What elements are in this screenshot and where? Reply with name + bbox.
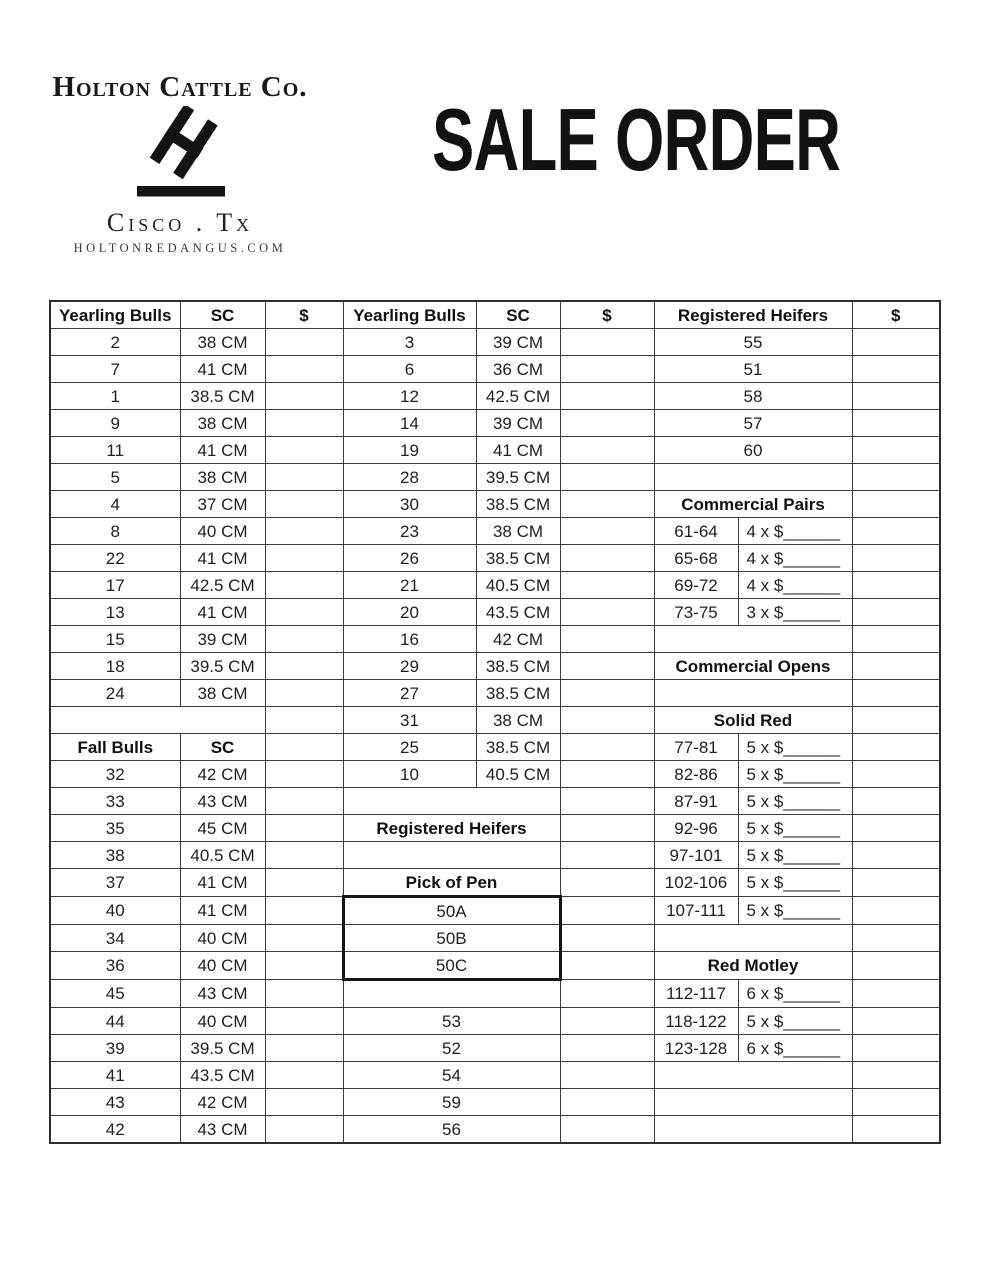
table-cell: 43.5 CM [476,599,560,626]
table-row [50,842,940,869]
table-cell: 57 [654,410,852,437]
table-cell [654,1116,852,1144]
table-cell [560,572,654,599]
table-cell [560,980,654,1008]
table-row [50,464,940,491]
table-cell: 37 [50,869,180,897]
table-cell: 1 [50,383,180,410]
table-cell: 5 x $______ [738,788,852,815]
column-header: SC [180,301,265,329]
table-cell [560,842,654,869]
table-cell: 45 [50,980,180,1008]
table-cell: 107-111 [654,897,738,925]
table-cell: 59 [343,1089,560,1116]
table-cell: 54 [343,1062,560,1089]
table-row [50,545,940,572]
table-cell: 34 [50,925,180,952]
table-cell: 15 [50,626,180,653]
table-cell: 28 [343,464,476,491]
table-cell [265,329,343,356]
table-cell: 3 x $______ [738,599,852,626]
table-cell [265,952,343,980]
table-cell [654,925,852,952]
table-cell: 39.5 CM [180,1035,265,1062]
table-cell [265,572,343,599]
table-cell [852,653,940,680]
table-row [50,1062,940,1089]
table-cell [560,545,654,572]
table-row [50,653,940,680]
table-cell: 87-91 [654,788,738,815]
table-cell: 42.5 CM [476,383,560,410]
table-cell: 13 [50,599,180,626]
table-cell: 29 [343,653,476,680]
table-row [50,788,940,815]
table-cell: 5 [50,464,180,491]
table-row [50,383,940,410]
table-cell [265,925,343,952]
table-cell [852,925,940,952]
table-cell: 35 [50,815,180,842]
table-cell [265,842,343,869]
table-cell: 26 [343,545,476,572]
table-cell: 52 [343,1035,560,1062]
table-cell: 55 [654,329,852,356]
table-cell: 39.5 CM [476,464,560,491]
table-cell: 16 [343,626,476,653]
table-row [50,897,940,925]
table-cell: 4 x $______ [738,518,852,545]
table-cell: 38 CM [476,518,560,545]
table-cell [560,788,654,815]
table-cell: 44 [50,1008,180,1035]
table-row [50,707,940,734]
table-cell: 4 x $______ [738,572,852,599]
section-header: Commercial Pairs [654,491,852,518]
table-cell: 82-86 [654,761,738,788]
table-row [50,925,940,952]
table-cell: 25 [343,734,476,761]
table-cell: 73-75 [654,599,738,626]
table-cell: 2 [50,329,180,356]
table-cell: 40.5 CM [476,572,560,599]
table-row [50,761,940,788]
table-cell: 69-72 [654,572,738,599]
table-cell: 38.5 CM [476,545,560,572]
table-cell [265,1008,343,1035]
table-cell [852,329,940,356]
table-cell [852,1089,940,1116]
table-cell [265,599,343,626]
table-cell [852,572,940,599]
table-cell [852,545,940,572]
table-cell: 41 CM [476,437,560,464]
table-cell [560,897,654,925]
table-cell [265,383,343,410]
table-cell: 38 CM [476,707,560,734]
table-cell [560,869,654,897]
table-row [50,518,940,545]
table-cell [852,1116,940,1144]
table-cell: 40.5 CM [180,842,265,869]
table-cell [560,952,654,980]
table-cell: 6 x $______ [738,1035,852,1062]
table-cell [265,1116,343,1144]
logo [46,72,314,256]
table-cell [560,925,654,952]
table-cell: 53 [343,1008,560,1035]
table-cell: 60 [654,437,852,464]
table-cell: 41 CM [180,897,265,925]
table-cell [265,788,343,815]
table-cell: 37 CM [180,491,265,518]
table-cell: 5 x $______ [738,869,852,897]
table-cell [265,1089,343,1116]
table-row [50,1089,940,1116]
section-header: Registered Heifers [343,815,560,842]
table-cell: 39.5 CM [180,653,265,680]
table-cell: 32 [50,761,180,788]
table-cell: 38 CM [180,410,265,437]
table-cell: 20 [343,599,476,626]
table-cell: 12 [343,383,476,410]
table-row [50,1008,940,1035]
table-cell: 41 CM [180,599,265,626]
table-cell: 24 [50,680,180,707]
table-cell: 38 [50,842,180,869]
table-cell [852,599,940,626]
table-cell [560,1035,654,1062]
column-header: Yearling Bulls [50,301,180,329]
section-header: Fall Bulls [50,734,180,761]
table-cell: 7 [50,356,180,383]
table-cell: 4 [50,491,180,518]
column-header: Yearling Bulls [343,301,476,329]
table-cell [654,626,852,653]
table-cell: 43 CM [180,980,265,1008]
table-cell [852,464,940,491]
column-header: $ [560,301,654,329]
table-cell: 33 [50,788,180,815]
section-header: Pick of Pen [343,869,560,897]
table-cell [265,410,343,437]
table-cell: 5 x $______ [738,1008,852,1035]
table-cell: 39 [50,1035,180,1062]
table-cell: 38 CM [180,464,265,491]
table-cell: 38.5 CM [476,680,560,707]
table-cell [265,653,343,680]
table-cell [265,545,343,572]
table-cell [852,952,940,980]
table-row [50,356,940,383]
table-cell: 50A [343,897,560,925]
table-cell [852,383,940,410]
table-cell: 42 CM [180,1089,265,1116]
column-header: $ [852,301,940,329]
table-cell: 38 CM [180,680,265,707]
table-cell: 19 [343,437,476,464]
table-cell: 92-96 [654,815,738,842]
table-cell [265,1062,343,1089]
table-row [50,437,940,464]
table-cell [654,1089,852,1116]
table-row [50,599,940,626]
table-cell [560,518,654,545]
table-cell: 42 [50,1116,180,1144]
table-cell: 41 CM [180,869,265,897]
table-cell: 27 [343,680,476,707]
table-cell [265,1035,343,1062]
table-row [50,410,940,437]
table-cell: 17 [50,572,180,599]
table-cell: 50C [343,952,560,980]
table-body [50,301,940,1143]
table-cell: 50B [343,925,560,952]
table-cell [265,869,343,897]
table-cell [560,383,654,410]
table-cell [265,356,343,383]
table-cell: 97-101 [654,842,738,869]
table-cell: 6 x $______ [738,980,852,1008]
table-cell [654,680,852,707]
table-cell: 40 CM [180,1008,265,1035]
table-row [50,626,940,653]
table-cell [852,437,940,464]
table-cell [852,897,940,925]
table-cell [560,815,654,842]
table-cell: 40 CM [180,925,265,952]
table-row [50,680,940,707]
table-cell [560,707,654,734]
table-cell: 8 [50,518,180,545]
table-cell [265,815,343,842]
table-cell [343,842,560,869]
table-cell [560,1062,654,1089]
table-row [50,734,940,761]
table-cell [560,761,654,788]
table-row [50,869,940,897]
table-cell: 112-117 [654,980,738,1008]
table-cell: 42 CM [180,761,265,788]
table-cell: 30 [343,491,476,518]
table-cell: 5 x $______ [738,815,852,842]
table-cell [265,680,343,707]
table-cell [265,626,343,653]
website-text: HOLTONREDANGUS.COM [73,241,287,256]
table-cell: 45 CM [180,815,265,842]
column-header: SC [476,301,560,329]
table-cell: 18 [50,653,180,680]
section-header: SC [180,734,265,761]
table-cell: 31 [343,707,476,734]
table-row [50,1116,940,1144]
table-row [50,329,940,356]
table-cell [560,626,654,653]
section-header: Red Motley [654,952,852,980]
table-cell [852,815,940,842]
table-cell [560,437,654,464]
table-cell: 43 CM [180,788,265,815]
table-cell [560,464,654,491]
table-cell: 41 CM [180,437,265,464]
table-cell: 3 [343,329,476,356]
table-cell [560,599,654,626]
table-cell [560,680,654,707]
table-cell [560,653,654,680]
column-header: $ [265,301,343,329]
table-cell [654,464,852,491]
table-row [50,572,940,599]
table-cell [852,1008,940,1035]
table-cell: 6 [343,356,476,383]
table-cell [265,518,343,545]
table-cell: 40 CM [180,952,265,980]
table-cell [560,356,654,383]
table-cell: 9 [50,410,180,437]
table-cell: 65-68 [654,545,738,572]
table-cell [852,1035,940,1062]
table-cell [852,491,940,518]
table-cell: 4 x $______ [738,545,852,572]
table-row [50,491,940,518]
table-cell [265,897,343,925]
table-cell [560,491,654,518]
table-cell: 41 [50,1062,180,1089]
table-cell [265,464,343,491]
table-cell: 38.5 CM [476,491,560,518]
table-cell [852,707,940,734]
table-cell [852,1062,940,1089]
location-text: Cisco . Tx [106,208,254,238]
table-cell [265,734,343,761]
table-cell: 58 [654,383,852,410]
table-cell: 42.5 CM [180,572,265,599]
table-cell: 43 [50,1089,180,1116]
table-cell: 51 [654,356,852,383]
table-cell: 5 x $______ [738,897,852,925]
table-cell: 10 [343,761,476,788]
table-cell: 5 x $______ [738,734,852,761]
table-cell: 61-64 [654,518,738,545]
table-cell: 56 [343,1116,560,1144]
cattle-brand-icon [46,106,314,208]
table-cell: 43 CM [180,1116,265,1144]
table-cell [560,1116,654,1144]
table-cell [852,626,940,653]
table-cell [852,680,940,707]
table-cell: 39 CM [476,410,560,437]
table-row [50,815,940,842]
table-cell [265,437,343,464]
table-cell: 36 [50,952,180,980]
table-cell [852,980,940,1008]
table-cell [560,329,654,356]
table-cell [50,707,265,734]
table-cell [852,842,940,869]
table-cell: 40.5 CM [476,761,560,788]
table-cell: 21 [343,572,476,599]
table-cell [852,761,940,788]
table-cell [852,356,940,383]
table-cell: 40 CM [180,518,265,545]
table-cell [265,707,343,734]
table-cell [852,410,940,437]
column-header: Registered Heifers [654,301,852,329]
table-cell [852,788,940,815]
table-cell [560,1008,654,1035]
table-cell: 38 CM [180,329,265,356]
table-cell [852,518,940,545]
table-row [50,1035,940,1062]
sale-order-table [49,300,941,1144]
table-cell: 102-106 [654,869,738,897]
table-cell: 38.5 CM [476,653,560,680]
table-cell: 41 CM [180,545,265,572]
table-cell: 118-122 [654,1008,738,1035]
table-cell: 77-81 [654,734,738,761]
table-cell [852,734,940,761]
company-name: Holton Cattle Co. [52,71,308,103]
table-cell: 38.5 CM [180,383,265,410]
section-header: Solid Red [654,707,852,734]
table-cell: 22 [50,545,180,572]
table-cell: 23 [343,518,476,545]
table-cell: 38.5 CM [476,734,560,761]
table-cell [852,869,940,897]
table-cell: 11 [50,437,180,464]
table-row [50,301,940,329]
table-cell: 39 CM [180,626,265,653]
table-cell [343,788,560,815]
table-cell [265,491,343,518]
table-cell: 43.5 CM [180,1062,265,1089]
page-title: SALE ORDER [432,90,841,189]
table-cell: 40 [50,897,180,925]
table-cell: 41 CM [180,356,265,383]
table-cell: 5 x $______ [738,761,852,788]
table-cell: 42 CM [476,626,560,653]
table-cell [560,410,654,437]
table-cell: 14 [343,410,476,437]
table-cell [265,761,343,788]
table-cell: 36 CM [476,356,560,383]
table-row [50,980,940,1008]
table-cell [265,980,343,1008]
table-cell [560,1089,654,1116]
table-cell [560,734,654,761]
section-header: Commercial Opens [654,653,852,680]
table-cell [654,1062,852,1089]
table-cell: 123-128 [654,1035,738,1062]
table-cell [343,980,560,1008]
table-row [50,952,940,980]
table-cell: 39 CM [476,329,560,356]
table-cell: 5 x $______ [738,842,852,869]
